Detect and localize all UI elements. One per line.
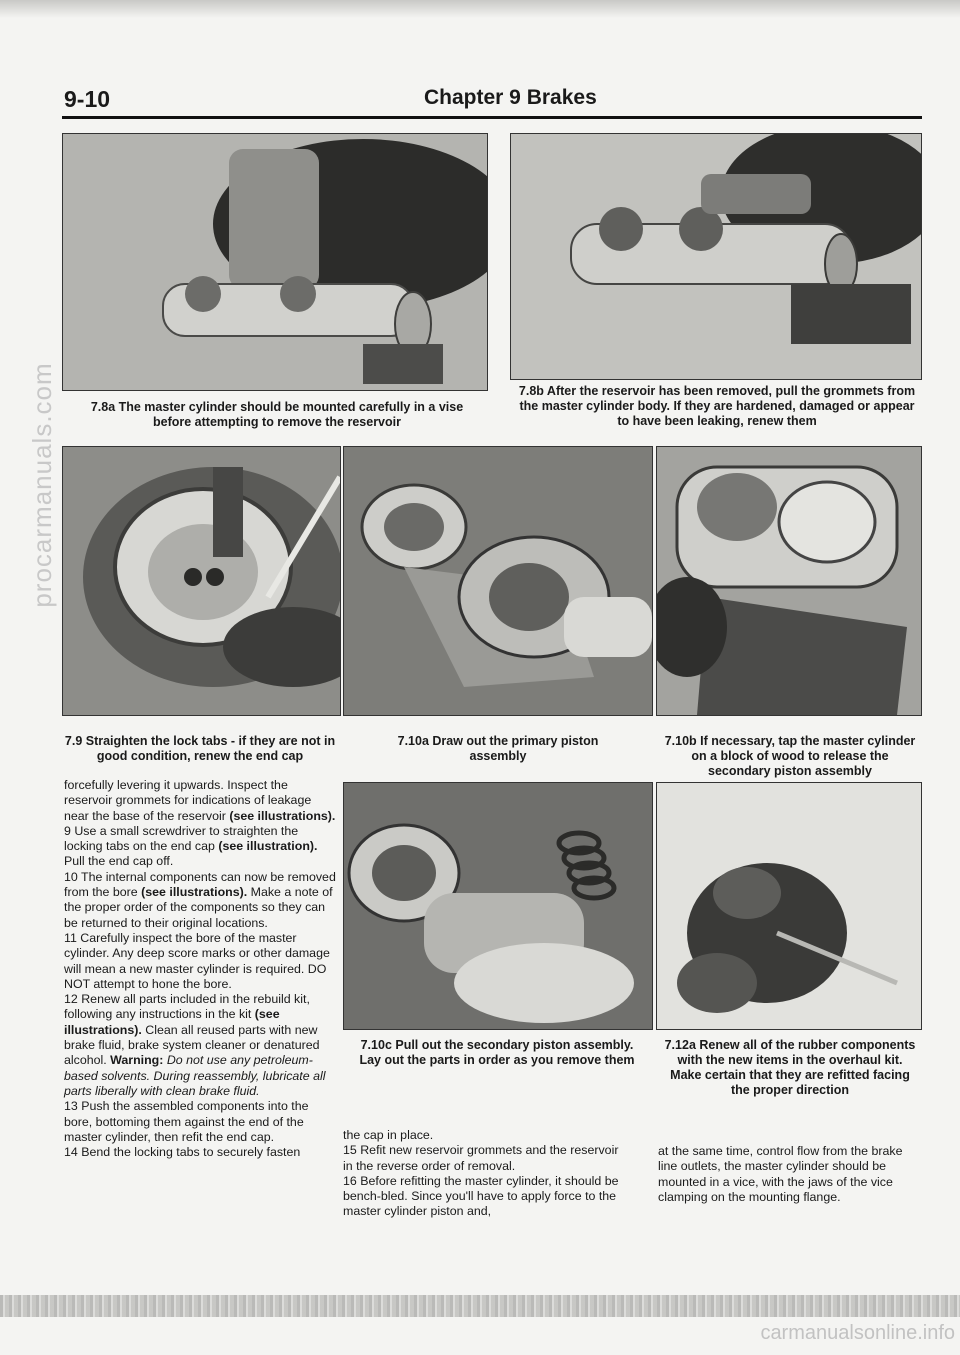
body-text-right-column	[658, 1144, 920, 1205]
body-text-middle-column	[343, 1128, 623, 1220]
photo-7-12a	[656, 782, 922, 1030]
scan-bottom-edge	[0, 1295, 960, 1317]
photo-7-10c	[343, 782, 653, 1030]
paragraph-13: 13 Push the assembled components into the bore, bottoming them against the end of the master cylinder, then refit the end cap.	[64, 1099, 309, 1144]
paragraph-8-continued: forcefully levering it upwards. Inspect the reservoir grommets for indications of leakage near the base of the reservoir (see illustrations).	[64, 778, 336, 823]
caption-7-10a: 7.10a Draw out the primary piston assembly	[397, 734, 599, 763]
caption-7-10c: 7.10c Pull out the secondary piston assembly. Lay out the parts in order as you remove them	[359, 1038, 635, 1067]
caption-7-12a: 7.12a Renew all of the rubber components with the new items in the overhaul kit. Make certain that they are refitted facing the proper direction	[664, 1038, 916, 1097]
scan-top-edge	[0, 0, 960, 18]
page-number: 9-10	[64, 86, 111, 112]
paragraph-11: 11 Carefully inspect the bore of the master cylinder. Any deep score marks or other damage will mean a new master cylinder is required. DO NOT attempt to hone the bore.	[64, 930, 330, 991]
caption-7-10b: 7.10b If necessary, tap the master cylinder on a block of wood to release the secondary piston assembly	[664, 734, 916, 778]
paragraph-10: 10 The internal components can now be removed from the bore (see illustrations). Make a note of the proper order of the components so they can be returned to their original locations.	[64, 869, 336, 930]
photo-7-8b	[510, 133, 922, 380]
paragraph-9: 9 Use a small screwdriver to straighten the locking tabs on the end cap (see illustration). Pull the end cap off.	[64, 823, 318, 869]
photo-7-9	[62, 446, 341, 716]
paragraph-16: 16 Before refitting the master cylinder, it should be bench-bled. Since you'll have to apply force to the master cylinder piston and,	[343, 1173, 619, 1219]
paragraph-14: 14 Bend the locking tabs to securely fasten	[64, 1145, 301, 1160]
caption-7-8b: 7.8b After the reservoir has been removed, pull the grommets from the master cylinder body. If they are hardened, damaged or appear to have been leaking, renew them	[518, 384, 916, 428]
photo-7-10a	[343, 446, 653, 716]
paragraph-12: 12 Renew all parts included in the rebuild kit, following any instructions in the kit (see illustrations). Clean all reused parts with new brake fluid, brake system cleaner or denatured alcohol. Warning: Do not use any petroleum-based solvents. During reassembly, lubricate all parts liberally with clean brake fluid.	[64, 992, 326, 1098]
caption-7-8a: 7.8a The master cylinder should be mounted carefully in a vise before attempting to remove the reservoir	[90, 400, 464, 429]
paragraph-14-continued: the cap in place.	[343, 1128, 434, 1142]
paragraph-16-continued: at the same time, control flow from the brake line outlets, the master cylinder should be mounted in a vice, with the jaws of the vice clamping on the mounting flange.	[658, 1144, 903, 1204]
bottom-watermark: carmanualsonline.info	[760, 1322, 955, 1344]
header-rule	[62, 116, 922, 119]
body-text-left-column	[64, 778, 338, 1160]
photo-7-8a	[62, 133, 488, 391]
caption-7-9: 7.9 Straighten the lock tabs - if they are not in good condition, renew the end cap	[64, 734, 336, 763]
chapter-title: Chapter 9 Brakes	[424, 86, 597, 109]
side-watermark: procarmanuals.com	[27, 362, 57, 608]
paragraph-15: 15 Refit new reservoir grommets and the reservoir in the reverse order of removal.	[343, 1143, 619, 1173]
photo-7-10b	[656, 446, 922, 716]
